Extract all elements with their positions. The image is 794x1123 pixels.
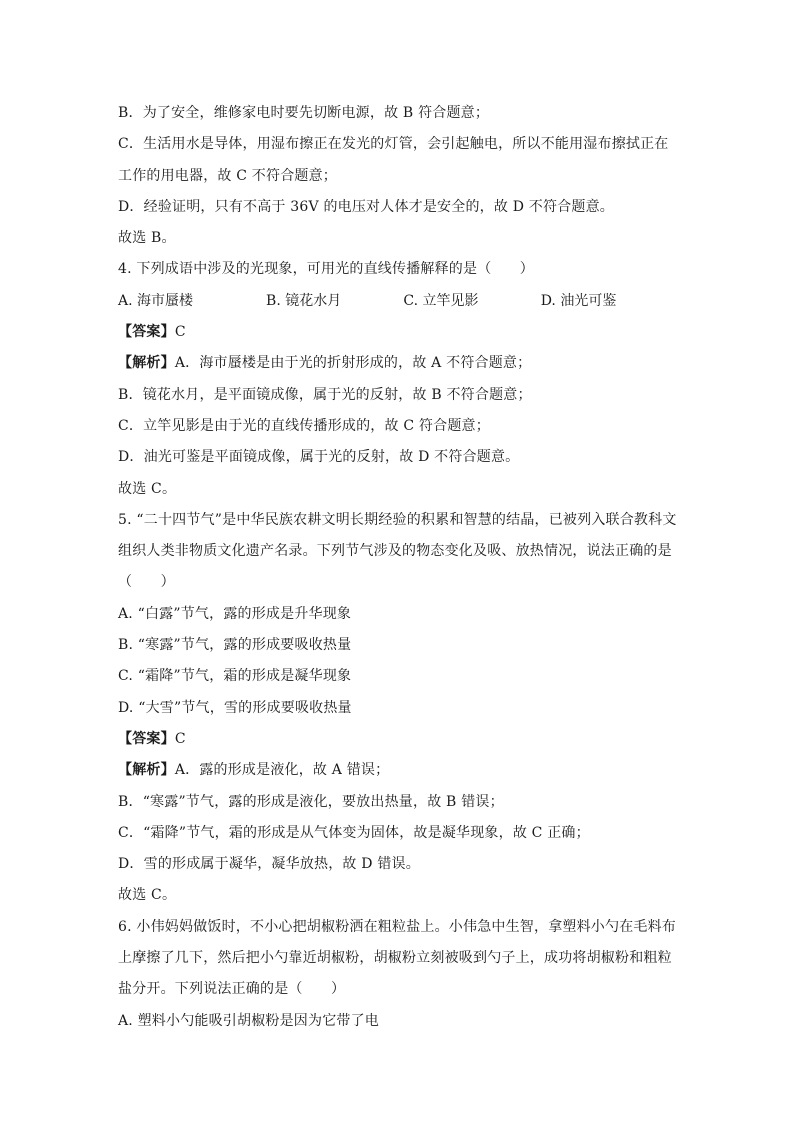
question-5-stem: （ ） (118, 574, 175, 591)
text-line: 故选 B。 (118, 230, 176, 247)
question-6-stem: 上摩擦了几下，然后把小勺靠近胡椒粉，胡椒粉立刻被吸到勺子上，成功将胡椒粉和粗粒 (118, 950, 672, 967)
question-4-stem: 4. 下列成语中涉及的光现象，可用光的直线传播解释的是（ ） (118, 261, 535, 278)
question-5-analysis (118, 755, 678, 786)
question-6-stem: 盐分开。下列说法正确的是（ ） (118, 981, 346, 998)
analysis-line: 故选 C。 (118, 480, 177, 497)
analysis-line: C．“霜降”节气，霜的形成是从气体变为固体，故是凝华现象，故 C 正确； (118, 824, 590, 841)
analysis-tag: 【解析】 (118, 355, 175, 372)
option-b: B. 镜花水月 (266, 292, 342, 309)
option-d: D. “大雪”节气，雪的形成要吸收热量 (118, 699, 352, 716)
question-4-answer (118, 317, 678, 348)
analysis-tag: 【解析】 (118, 762, 175, 779)
analysis-line: B．“寒露”节气，露的形成是液化，要放出热量，故 B 错误； (118, 793, 504, 810)
answer-value: C (174, 730, 186, 747)
option-b: B. “寒露”节气，露的形成要吸收热量 (118, 637, 352, 654)
option-d: D. 油光可鉴 (540, 292, 617, 309)
option-a: A. 塑料小勺能吸引胡椒粉是因为它带了电 (118, 1012, 380, 1029)
answer-tag: 【答案】 (118, 324, 175, 341)
analysis-text: A．海市蜃楼是由于光的折射形成的，故 A 不符合题意； (174, 355, 532, 372)
analysis-text: A．露的形成是液化，故 A 错误； (174, 762, 390, 779)
option-c: C. 立竿见影 (403, 292, 479, 309)
option-a: A. 海市蜃楼 (118, 292, 194, 309)
option-a: A. “白露”节气，露的形成是升华现象 (118, 605, 352, 622)
answer-tag: 【答案】 (118, 730, 175, 747)
question-5-answer (118, 724, 678, 755)
text-line: D．经验证明，只有不高于 36V 的电压对人体才是安全的，故 D 不符合题意。 (118, 198, 614, 215)
answer-value: C (174, 324, 186, 341)
question-5-stem: 5. “二十四节气”是中华民族农耕文明长期经验的积累和智慧的结晶，已被列入联合教科文 (118, 511, 677, 528)
document-page (118, 98, 678, 1037)
question-5-stem: 组织人类非物质文化遗产名录。下列节气涉及的物态变化及吸、放热情况，说法正确的是 (118, 543, 672, 560)
question-4-options (118, 286, 678, 317)
text-line: C．生活用水是导体，用湿布擦正在发光的灯管，会引起触电，所以不能用湿布擦拭正在 (118, 136, 669, 153)
option-c: C. “霜降”节气，霜的形成是凝华现象 (118, 668, 352, 685)
question-4-analysis (118, 348, 678, 379)
analysis-line: C．立竿见影是由于光的直线传播形成的，故 C 符合题意； (118, 417, 490, 434)
analysis-line: B．镜花水月，是平面镜成像，属于光的反射，故 B 不符合题意； (118, 386, 532, 403)
analysis-line: D．雪的形成属于凝华，凝华放热，故 D 错误。 (118, 856, 420, 873)
question-6-stem: 6. 小伟妈妈做饭时，不小心把胡椒粉洒在粗粒盐上。小伟急中生智，拿塑料小勺在毛料布 (118, 918, 677, 935)
text-line: B．为了安全，维修家电时要先切断电源，故 B 符合题意； (118, 105, 490, 121)
text-line: 工作的用电器，故 C 不符合题意； (118, 167, 338, 184)
analysis-line: 故选 C。 (118, 887, 177, 904)
analysis-line: D．油光可鉴是平面镜成像，属于光的反射，故 D 不符合题意。 (118, 449, 520, 466)
